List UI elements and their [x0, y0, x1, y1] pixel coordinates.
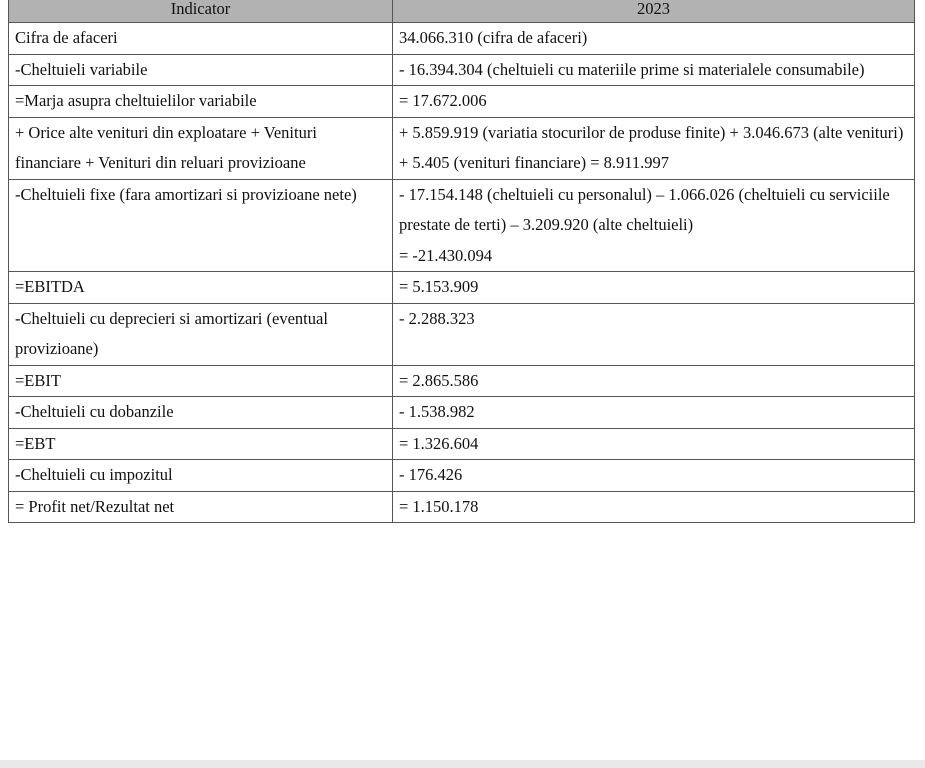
row-value: - 1.538.982 — [393, 397, 915, 429]
row-indicator: -Cheltuieli variabile — [9, 54, 393, 86]
row-value: - 16.394.304 (cheltuieli cu materiile prime si materialele consumabile) — [393, 54, 915, 86]
row-indicator: =EBIT — [9, 365, 393, 397]
row-indicator: =EBITDA — [9, 272, 393, 304]
page-bottom-strip — [0, 760, 925, 768]
row-value: - 176.426 — [393, 460, 915, 492]
table-row — [9, 179, 915, 272]
table-row — [9, 428, 915, 460]
table-row — [9, 365, 915, 397]
row-indicator: =EBT — [9, 428, 393, 460]
row-indicator: = Profit net/Rezultat net — [9, 491, 393, 523]
row-indicator: -Cheltuieli cu deprecieri si amortizari (eventual provizioane) — [9, 303, 393, 365]
document-page — [8, 0, 918, 523]
table-row — [9, 117, 915, 179]
row-value-total: = -21.430.094 — [399, 245, 493, 265]
table-row — [9, 460, 915, 492]
header-indicator: Indicator — [9, 0, 393, 23]
header-year: 2023 — [393, 0, 915, 23]
row-indicator: -Cheltuieli cu dobanzile — [9, 397, 393, 429]
row-value: = 1.326.604 — [393, 428, 915, 460]
table-header-row — [9, 0, 915, 23]
row-value: = 2.865.586 — [393, 365, 915, 397]
row-indicator: =Marja asupra cheltuielilor variabile — [9, 86, 393, 118]
row-indicator: Cifra de afaceri — [9, 23, 393, 55]
table-row — [9, 272, 915, 304]
table-row — [9, 23, 915, 55]
row-value-text: - 17.154.148 (cheltuieli cu personalul) – 1.066.026 (cheltuieli cu serviciile prestate de terti) – 3.209.920 (alte cheltuieli) — [399, 184, 890, 234]
table-row — [9, 54, 915, 86]
row-indicator: -Cheltuieli cu impozitul — [9, 460, 393, 492]
table-row — [9, 86, 915, 118]
table-row — [9, 397, 915, 429]
row-value: = 17.672.006 — [393, 86, 915, 118]
row-indicator: + Orice alte venituri din exploatare + Venituri financiare + Venituri din reluari provizioane — [9, 117, 393, 179]
row-value: 34.066.310 (cifra de afaceri) — [393, 23, 915, 55]
row-value: + 5.859.919 (variatia stocurilor de produse finite) + 3.046.673 (alte venituri) + 5.405 (venituri financiare) = 8.911.997 — [393, 117, 915, 179]
row-value: = 1.150.178 — [393, 491, 915, 523]
row-value: - 2.288.323 — [393, 303, 915, 365]
row-value: = 5.153.909 — [393, 272, 915, 304]
row-value — [393, 179, 915, 272]
financial-indicators-table — [8, 0, 915, 523]
table-row — [9, 303, 915, 365]
table-row — [9, 491, 915, 523]
row-indicator: -Cheltuieli fixe (fara amortizari si provizioane nete) — [9, 179, 393, 272]
